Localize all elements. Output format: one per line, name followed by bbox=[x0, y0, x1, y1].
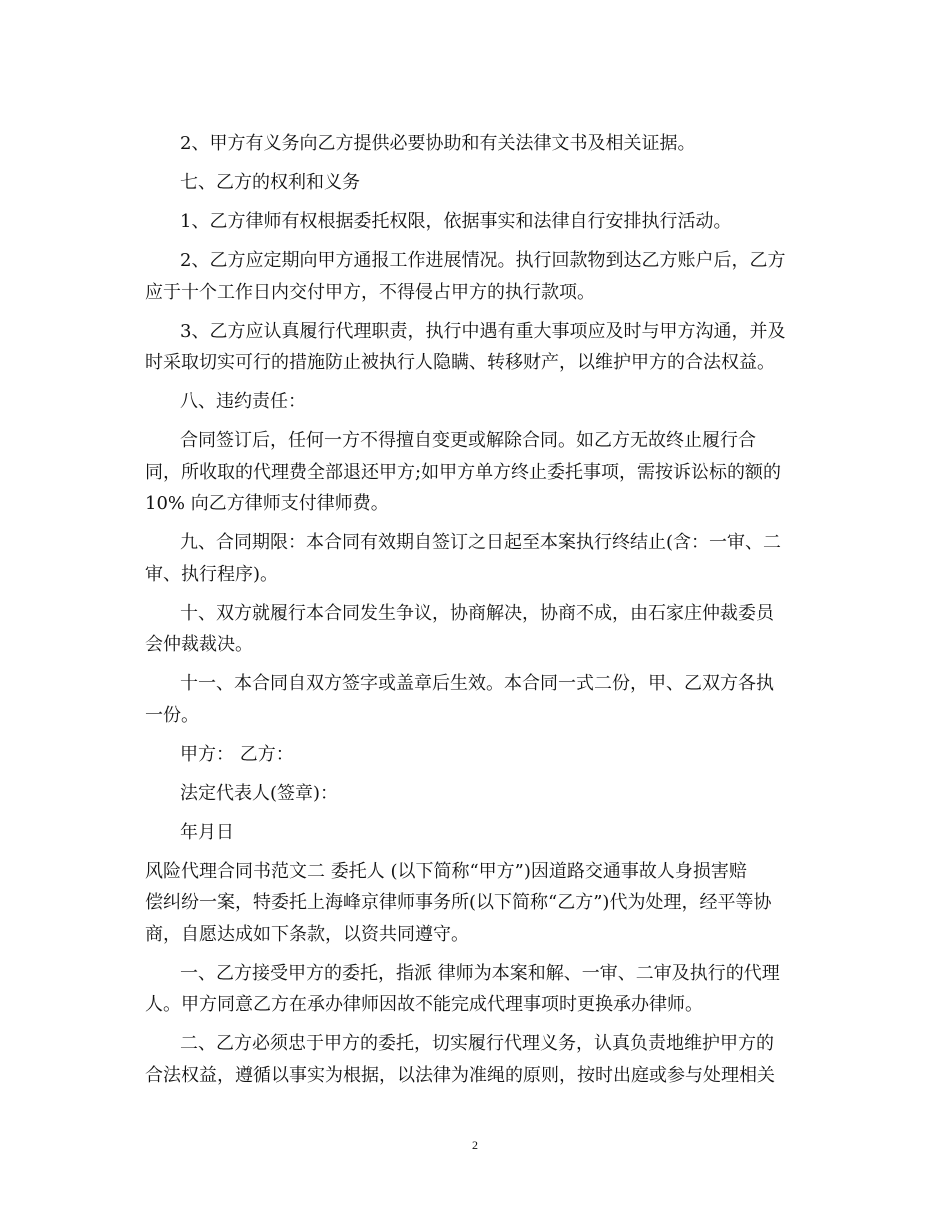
paragraph bbox=[145, 425, 805, 520]
paragraph-line: 人。甲方同意乙方在承办律师因故不能完成代理事项时更换承办律师。 bbox=[145, 994, 703, 1015]
paragraph-line: 年月日 bbox=[180, 821, 234, 843]
paragraph-line: 3、乙方应认真履行代理职责，执行中遇有重大事项应及时与甲方沟通，并及 bbox=[180, 320, 786, 342]
paragraph bbox=[145, 856, 805, 951]
paragraph-line: 九、合同期限：本合同有效期自签订之日起至本案执行终结止(含：一审、二 bbox=[180, 532, 782, 553]
paragraph-line: 偿纠纷一案，特委托上海峰京律师事务所(以下简称“乙方”)代为处理，经平等协 bbox=[145, 892, 772, 913]
paragraph-line: 1、乙方律师有权根据委托权限，依据事实和法律自行安排执行活动。 bbox=[180, 211, 732, 232]
paragraph bbox=[145, 778, 805, 810]
paragraph-line: 二、乙方必须忠于甲方的委托，切实履行代理义务，认真负责地维护甲方的 bbox=[180, 1033, 774, 1054]
paragraph bbox=[145, 206, 805, 238]
paragraph bbox=[145, 1028, 805, 1091]
paragraph-line: 七、乙方的权利和义务 bbox=[180, 172, 360, 193]
paragraph bbox=[145, 739, 805, 771]
paragraph bbox=[145, 316, 805, 379]
paragraph-line: 审、执行程序)。 bbox=[145, 563, 279, 585]
paragraph-line: 合同签订后，任何一方不得擅自变更或解除合同。如乙方无故终止履行合 bbox=[180, 430, 756, 451]
paragraph-line: 一份。 bbox=[145, 704, 199, 726]
paragraph-line: 10% 向乙方律师支付律师费。 bbox=[145, 493, 389, 514]
page-number: 2 bbox=[472, 1138, 478, 1152]
paragraph bbox=[145, 386, 805, 418]
paragraph-line: 时采取切实可行的措施防止被执行人隐瞒、转移财产，以维护甲方的合法权益。 bbox=[145, 352, 775, 373]
paragraph-line: 八、违约责任： bbox=[180, 391, 306, 412]
paragraph-line: 2、甲方有义务向乙方提供必要协助和有关法律文书及相关证据。 bbox=[180, 133, 696, 154]
paragraph-line: 一、乙方接受甲方的委托，指派 律师为本案和解、一审、二审及执行的代理 bbox=[180, 962, 780, 984]
paragraph-line: 风险代理合同书范文二 委托人 (以下简称“甲方”)因道路交通事故人身损害赔 bbox=[145, 860, 747, 882]
paragraph-line: 应于十个工作日内交付甲方，不得侵占甲方的执行款项。 bbox=[145, 281, 595, 303]
paragraph-line: 法定代表人(签章)： bbox=[180, 782, 339, 804]
paragraph-line: 商，自愿达成如下条款，以资共同遵守。 bbox=[145, 923, 469, 945]
paragraph bbox=[145, 527, 805, 590]
paragraph-line: 十一、本合同自双方签字或盖章后生效。本合同一式二份，甲、乙双方各执 bbox=[180, 673, 774, 694]
paragraph-line: 甲方： 乙方： bbox=[180, 743, 294, 765]
paragraph bbox=[145, 958, 805, 1021]
paragraph bbox=[145, 128, 805, 160]
paragraph-line: 十、双方就履行本合同发生争议，协商解决，协商不成，由石家庄仲裁委员 bbox=[180, 602, 774, 624]
paragraph bbox=[145, 167, 805, 199]
paragraph-line: 2、乙方应定期向甲方通报工作进展情况。执行回款物到达乙方账户后，乙方 bbox=[180, 250, 786, 271]
paragraph bbox=[145, 598, 805, 661]
paragraph bbox=[145, 245, 805, 308]
paragraph bbox=[145, 817, 805, 849]
paragraph bbox=[145, 668, 805, 731]
paragraph-line: 合法权益，遵循以事实为根据，以法律为准绳的原则，按时出庭或参与处理相关 bbox=[145, 1064, 775, 1086]
document-body bbox=[145, 128, 805, 1091]
paragraph-line: 会仲裁裁决。 bbox=[145, 634, 253, 655]
paragraph-line: 同，所收取的代理费全部退还甲方;如甲方单方终止委托事项，需按诉讼标的额的 bbox=[145, 461, 782, 483]
